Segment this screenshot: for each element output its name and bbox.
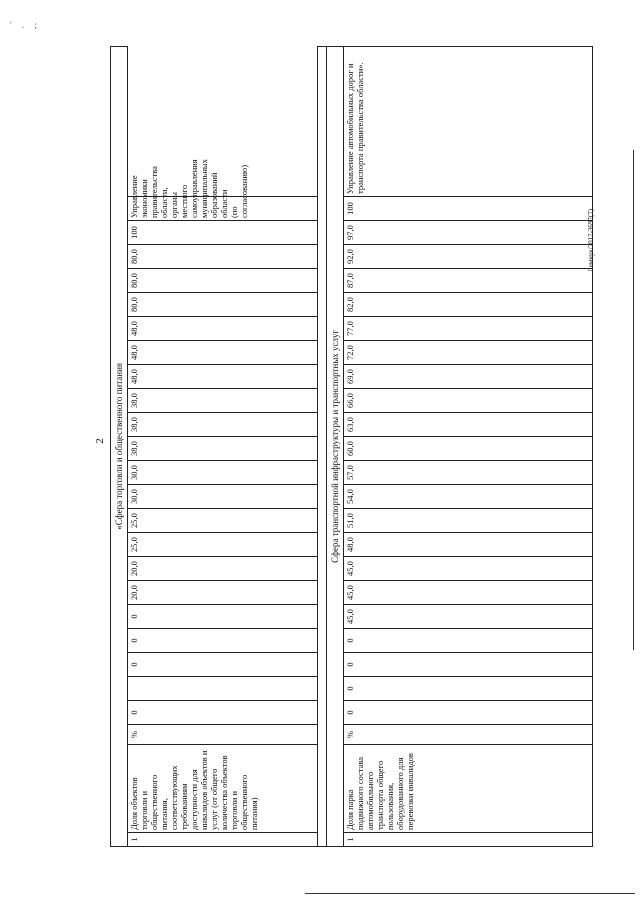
- responsible-cell: Управление экономики правительства области, органы местного самоуправления муниципальных образований области (по согласованию): [128, 197, 318, 221]
- value-cell: 20,0: [128, 557, 318, 581]
- value-cell: 0: [344, 677, 593, 701]
- value-cell: 48,0: [128, 317, 318, 341]
- value-cell: 45,0: [344, 605, 593, 629]
- indicator-name: Доля парка подвижного состава автомобильного транспорта общего пользования, оборудованного для перевозки инвалидов: [344, 745, 593, 833]
- value-cell: 100: [128, 221, 318, 245]
- page-number: 2: [94, 438, 106, 444]
- value-cell: 38,0: [128, 389, 318, 413]
- value-cell: 25,0: [128, 533, 318, 557]
- section-title-trade: «Сфера торговли и общественного питания: [111, 46, 128, 846]
- value-cell: 38,0: [128, 437, 318, 461]
- table-row: [128, 46, 318, 846]
- value-cell: 80,0: [128, 269, 318, 293]
- table-row: [344, 46, 593, 846]
- value-cell: 80,0: [128, 293, 318, 317]
- value-cell: 66,0: [344, 389, 593, 413]
- value-cell: 25,0: [128, 509, 318, 533]
- table-container: [110, 47, 593, 847]
- value-cell: 0: [128, 629, 318, 653]
- value-cell: 0: [128, 701, 318, 725]
- value-cell: 0: [344, 629, 593, 653]
- responsible-cell: Управление автомобильных дорог и транспорта правительства области».: [344, 46, 593, 196]
- value-cell: 0: [344, 701, 593, 725]
- value-cell: 63,0: [344, 413, 593, 437]
- value-cell: 38,0: [128, 413, 318, 437]
- row-index: 1: [344, 833, 593, 847]
- value-cell: 48,0: [344, 533, 593, 557]
- value-cell: 30,0: [128, 485, 318, 509]
- value-cell: 30,0: [128, 461, 318, 485]
- indicator-name: Доля объектов торговли и общественного питания, соответствующих требованиям доступности для инвалидов объектов и услуг (от общего количества объектов торговли и общественного питания): [128, 745, 318, 833]
- value-cell: 100: [344, 197, 593, 221]
- value-cell: 82,0: [344, 293, 593, 317]
- section-header-row: [327, 46, 344, 846]
- value-cell: 77,0: [344, 317, 593, 341]
- bottom-rule: [305, 893, 635, 894]
- value-cell: 80,0: [128, 245, 318, 269]
- unit-cell: %: [128, 725, 318, 745]
- value-cell: 69,0: [344, 365, 593, 389]
- value-cell: 0: [128, 605, 318, 629]
- section-header-row: [111, 46, 128, 846]
- value-cell: 92,0: [344, 245, 593, 269]
- value-cell: [128, 677, 318, 701]
- value-cell: 45,0: [344, 557, 593, 581]
- value-cell: 0: [128, 653, 318, 677]
- value-cell: 57,0: [344, 461, 593, 485]
- row-index: 1: [128, 833, 318, 847]
- value-cell: 60,0: [344, 437, 593, 461]
- unit-cell: %: [344, 725, 593, 745]
- value-cell: 87,0: [344, 269, 593, 293]
- section-title-transport: Сфера транспортной инфраструктуры и транспортных услуг: [327, 46, 344, 846]
- spacer-cell: [318, 46, 327, 846]
- scan-marks: ' . ;: [10, 20, 41, 30]
- value-cell: 72,0: [344, 341, 593, 365]
- value-cell: 54,0: [344, 485, 593, 509]
- side-rule: [633, 150, 634, 650]
- value-cell: 0: [344, 653, 593, 677]
- footer-reference: Лемчук/2017-3697(7): [587, 208, 595, 272]
- value-cell: 97,0: [344, 221, 593, 245]
- value-cell: 51,0: [344, 509, 593, 533]
- indicator-table: [110, 46, 593, 847]
- value-cell: 48,0: [128, 365, 318, 389]
- value-cell: 48,0: [128, 341, 318, 365]
- value-cell: 45,0: [344, 581, 593, 605]
- spacer-row: [318, 46, 327, 846]
- value-cell: 20,0: [128, 581, 318, 605]
